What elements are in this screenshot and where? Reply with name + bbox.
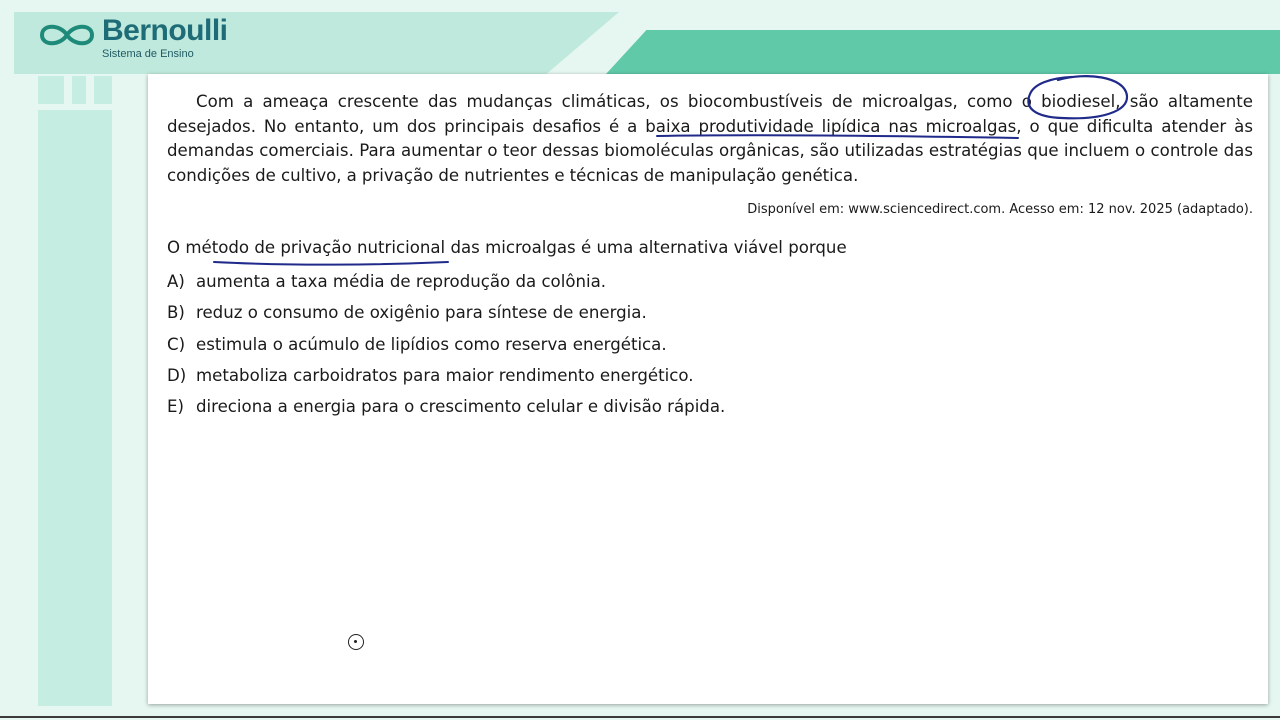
source-citation: Disponível em: www.sciencedirect.com. Acesso em: 12 nov. 2025 (adaptado).: [747, 202, 1253, 217]
option-letter: E): [167, 397, 184, 417]
bottom-divider: [0, 716, 1280, 718]
sidebar-button-1[interactable]: [38, 76, 64, 104]
question-paragraph: Com a ameaça crescente das mudanças climáticas, os biocombustíveis de microalgas, como o biodiesel, são altamente desejados. No entanto, um dos principais desafios é a baixa produtividade lipídica nas microalgas, o que dificulta atender às demandas comerciais. Para aumentar o teor dessas biomoléculas orgânicas, são utilizadas estratégias que incluem o controle das condições de cultivo, a privação de nutrientes e técnicas de manipulação genética.: [167, 92, 1253, 185]
answer-options: [167, 266, 1253, 422]
brand-name: Bernoulli: [102, 14, 228, 47]
question-stem: O método de privação nutricional das microalgas é uma alternativa viável porque: [167, 238, 847, 257]
option-letter: C): [167, 334, 186, 354]
option-text: direciona a energia para o crescimento celular e divisão rápida.: [196, 397, 726, 417]
sidebar-panel: [38, 110, 112, 706]
brand-subtitle: Sistema de Ensino: [102, 48, 194, 60]
option-letter: B): [167, 303, 185, 323]
option-d[interactable]: [167, 360, 1253, 391]
sidebar-button-2[interactable]: [72, 76, 86, 104]
sidebar-button-3[interactable]: [94, 76, 112, 104]
option-a[interactable]: [167, 266, 1253, 297]
option-text: aumenta a taxa média de reprodução da colônia.: [196, 272, 607, 291]
option-letter: A): [167, 272, 185, 291]
cursor-target-icon: [348, 634, 364, 650]
option-e[interactable]: [167, 391, 1253, 422]
infinity-logo-icon: [36, 18, 98, 52]
question-content: [167, 90, 1253, 422]
header-accent-band: [606, 30, 1280, 74]
bernoulli-logo: [36, 14, 256, 64]
option-letter: D): [167, 365, 187, 385]
option-text: estimula o acúmulo de lipídios como reserva energética.: [196, 334, 667, 354]
option-c[interactable]: [167, 329, 1253, 360]
option-b[interactable]: [167, 297, 1253, 328]
option-text: reduz o consumo de oxigênio para síntese de energia.: [196, 303, 647, 323]
option-text: metaboliza carboidratos para maior rendimento energético.: [196, 365, 694, 385]
